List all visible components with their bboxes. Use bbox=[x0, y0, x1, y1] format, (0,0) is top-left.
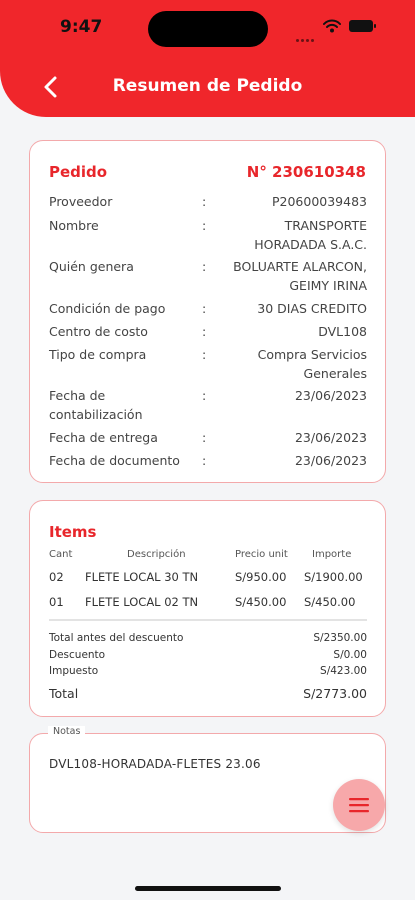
field-separator: : bbox=[202, 194, 207, 209]
cell-descripcion: FLETE LOCAL 02 TN bbox=[85, 595, 199, 609]
cell-descripcion: FLETE LOCAL 30 TN bbox=[85, 570, 199, 584]
field-label: Fecha de contabilización bbox=[49, 388, 143, 422]
cell-importe: S/450.00 bbox=[304, 595, 356, 609]
field-separator: : bbox=[202, 430, 207, 445]
total-label: Descuento bbox=[49, 649, 106, 661]
cell-precio: S/450.00 bbox=[235, 595, 287, 609]
column-header-importe: Importe bbox=[312, 549, 352, 560]
order-label: Pedido bbox=[49, 163, 108, 181]
page-title: Resumen de Pedido bbox=[112, 76, 303, 96]
total-value: S/0.00 bbox=[333, 649, 367, 661]
signal-icon bbox=[296, 27, 316, 31]
field-value: DVL108 bbox=[318, 324, 367, 339]
field-value: 23/06/2023 bbox=[294, 388, 367, 403]
field-separator: : bbox=[202, 259, 207, 274]
field-label: Tipo de compra bbox=[49, 347, 147, 362]
field-value: 30 DIAS CREDITO bbox=[257, 301, 367, 316]
field-value: 23/06/2023 bbox=[294, 430, 367, 445]
order-number: N° 230610348 bbox=[246, 163, 366, 181]
field-label: Fecha de documento bbox=[49, 453, 180, 468]
column-header-cant: Cant bbox=[49, 549, 73, 560]
notes-text: DVL108-HORADADA-FLETES 23.06 bbox=[49, 757, 261, 771]
field-label: Quién genera bbox=[49, 259, 134, 274]
cell-importe: S/1900.00 bbox=[304, 570, 363, 584]
field-separator: : bbox=[202, 324, 207, 339]
grand-total-label: Total bbox=[49, 686, 79, 701]
notes-field[interactable] bbox=[29, 726, 386, 833]
field-label: Condición de pago bbox=[49, 301, 166, 316]
dynamic-island bbox=[148, 11, 268, 47]
notes-label: Notas bbox=[48, 726, 85, 737]
field-label: Nombre bbox=[49, 218, 99, 233]
field-value: P20600039483 bbox=[271, 194, 367, 209]
items-title: Items bbox=[49, 523, 97, 541]
field-separator: : bbox=[202, 218, 207, 233]
wifi-icon bbox=[323, 19, 341, 33]
total-value: S/423.00 bbox=[320, 665, 367, 677]
field-label: Fecha de entrega bbox=[49, 430, 158, 445]
grand-total-value: S/2773.00 bbox=[303, 686, 367, 701]
field-separator: : bbox=[202, 453, 207, 468]
field-value: Compra Servicios Generales bbox=[257, 347, 367, 381]
total-label: Impuesto bbox=[49, 665, 99, 677]
cell-precio: S/950.00 bbox=[235, 570, 287, 584]
cell-cant: 02 bbox=[49, 570, 64, 584]
menu-icon bbox=[349, 797, 369, 813]
field-value: TRANSPORTE HORADADA S.A.C. bbox=[254, 218, 367, 252]
divider bbox=[49, 619, 367, 621]
total-label: Total antes del descuento bbox=[49, 632, 184, 644]
items-card bbox=[29, 500, 386, 717]
field-label: Proveedor bbox=[49, 194, 113, 209]
column-header-precio: Precio unit bbox=[235, 549, 288, 560]
column-header-descripcion: Descripción bbox=[127, 549, 186, 560]
cell-cant: 01 bbox=[49, 595, 64, 609]
menu-fab-button[interactable] bbox=[333, 779, 385, 831]
field-label: Centro de costo bbox=[49, 324, 148, 339]
total-value: S/2350.00 bbox=[313, 632, 367, 644]
field-separator: : bbox=[202, 347, 207, 362]
field-separator: : bbox=[202, 388, 207, 403]
status-time: 9:47 bbox=[60, 17, 103, 37]
field-separator: : bbox=[202, 301, 207, 316]
home-indicator bbox=[135, 886, 281, 891]
order-summary-card bbox=[29, 140, 386, 483]
field-value: BOLUARTE ALARCON, GEIMY IRINA bbox=[233, 259, 367, 293]
battery-icon bbox=[349, 20, 373, 32]
field-value: 23/06/2023 bbox=[294, 453, 367, 468]
